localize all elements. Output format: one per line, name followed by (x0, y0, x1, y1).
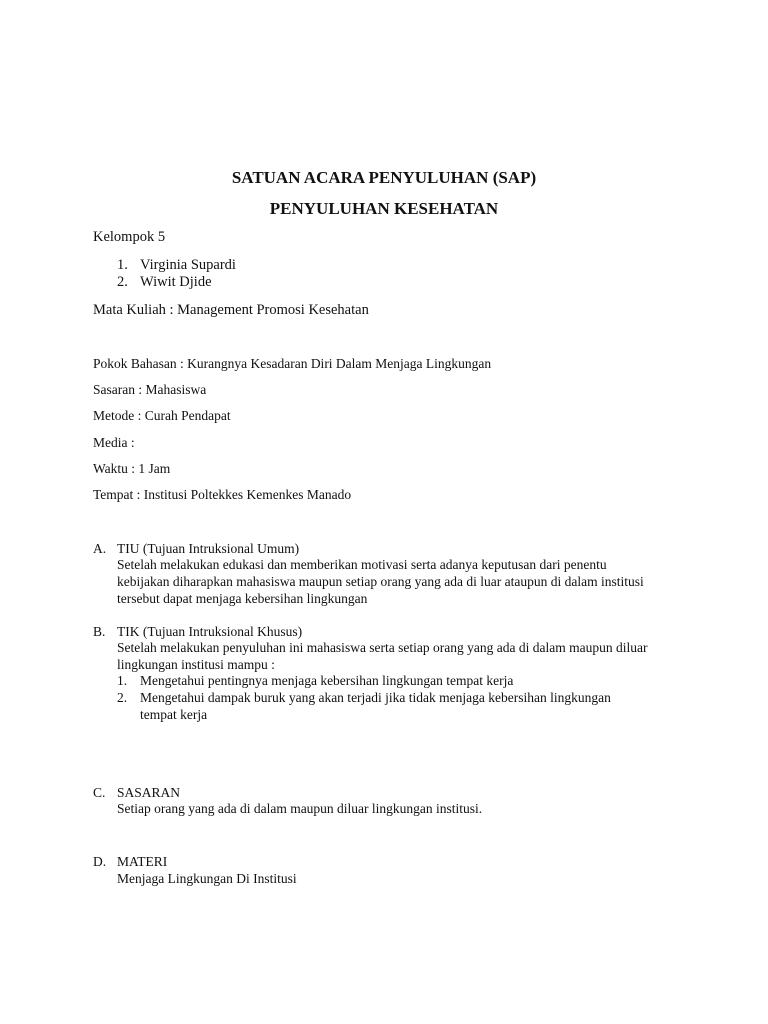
section-text-line: Setelah melakukan penyuluhan ini mahasiswa serta setiap orang yang ada di dalam maupun diluar (117, 640, 648, 655)
section-text-line: lingkungan institusi mampu : (117, 657, 275, 672)
member-number: 1. (117, 257, 128, 273)
section-letter: B. (93, 624, 106, 639)
document-title: SATUAN ACARA PENYULUHAN (SAP) (231, 168, 537, 187)
document-subtitle: PENYULUHAN KESEHATAN (269, 199, 499, 218)
section-text-line: kebijakan diharapkan mahasiswa maupun setiap orang yang ada di luar ataupun di dalam institusi (117, 574, 644, 589)
section-text-line: Setelah melakukan edukasi dan memberikan motivasi serta adanya keputusan dari penentu (117, 557, 607, 572)
section-letter: C. (93, 785, 106, 800)
info-target: Sasaran : Mahasiswa (93, 382, 207, 397)
info-place: Tempat : Institusi Poltekkes Kemenkes Manado (93, 487, 352, 502)
member-name: Virginia Supardi (140, 257, 236, 273)
list-item-number: 1. (117, 673, 128, 688)
list-item-text: tempat kerja (140, 707, 208, 722)
group-label: Kelompok 5 (93, 229, 166, 245)
section-heading: SASARAN (117, 785, 181, 800)
section-heading: TIU (Tujuan Intruksional Umum) (117, 541, 300, 556)
list-item-number: 2. (117, 690, 128, 705)
section-text-line: tersebut dapat menjaga kebersihan lingkungan (117, 591, 368, 606)
section-heading: MATERI (117, 854, 168, 869)
info-method: Metode : Curah Pendapat (93, 408, 231, 423)
member-number: 2. (117, 274, 128, 290)
section-letter: D. (93, 854, 107, 869)
section-text-line: Setiap orang yang ada di dalam maupun diluar lingkungan institusi. (117, 801, 483, 816)
section-heading: TIK (Tujuan Intruksional Khusus) (117, 624, 303, 639)
section-text-line: Menjaga Lingkungan Di Institusi (117, 871, 297, 886)
list-item-text: Mengetahui pentingnya menjaga kebersihan lingkungan tempat kerja (140, 673, 514, 688)
section-letter: A. (93, 541, 107, 556)
info-media: Media : (93, 435, 135, 450)
member-name: Wiwit Djide (140, 274, 212, 290)
info-time: Waktu : 1 Jam (93, 461, 171, 476)
course-line: Mata Kuliah : Management Promosi Kesehatan (93, 302, 369, 318)
list-item-text: Mengetahui dampak buruk yang akan terjadi jika tidak menjaga kebersihan lingkungan (140, 690, 611, 705)
info-topic: Pokok Bahasan : Kurangnya Kesadaran Diri Dalam Menjaga Lingkungan (93, 356, 492, 371)
